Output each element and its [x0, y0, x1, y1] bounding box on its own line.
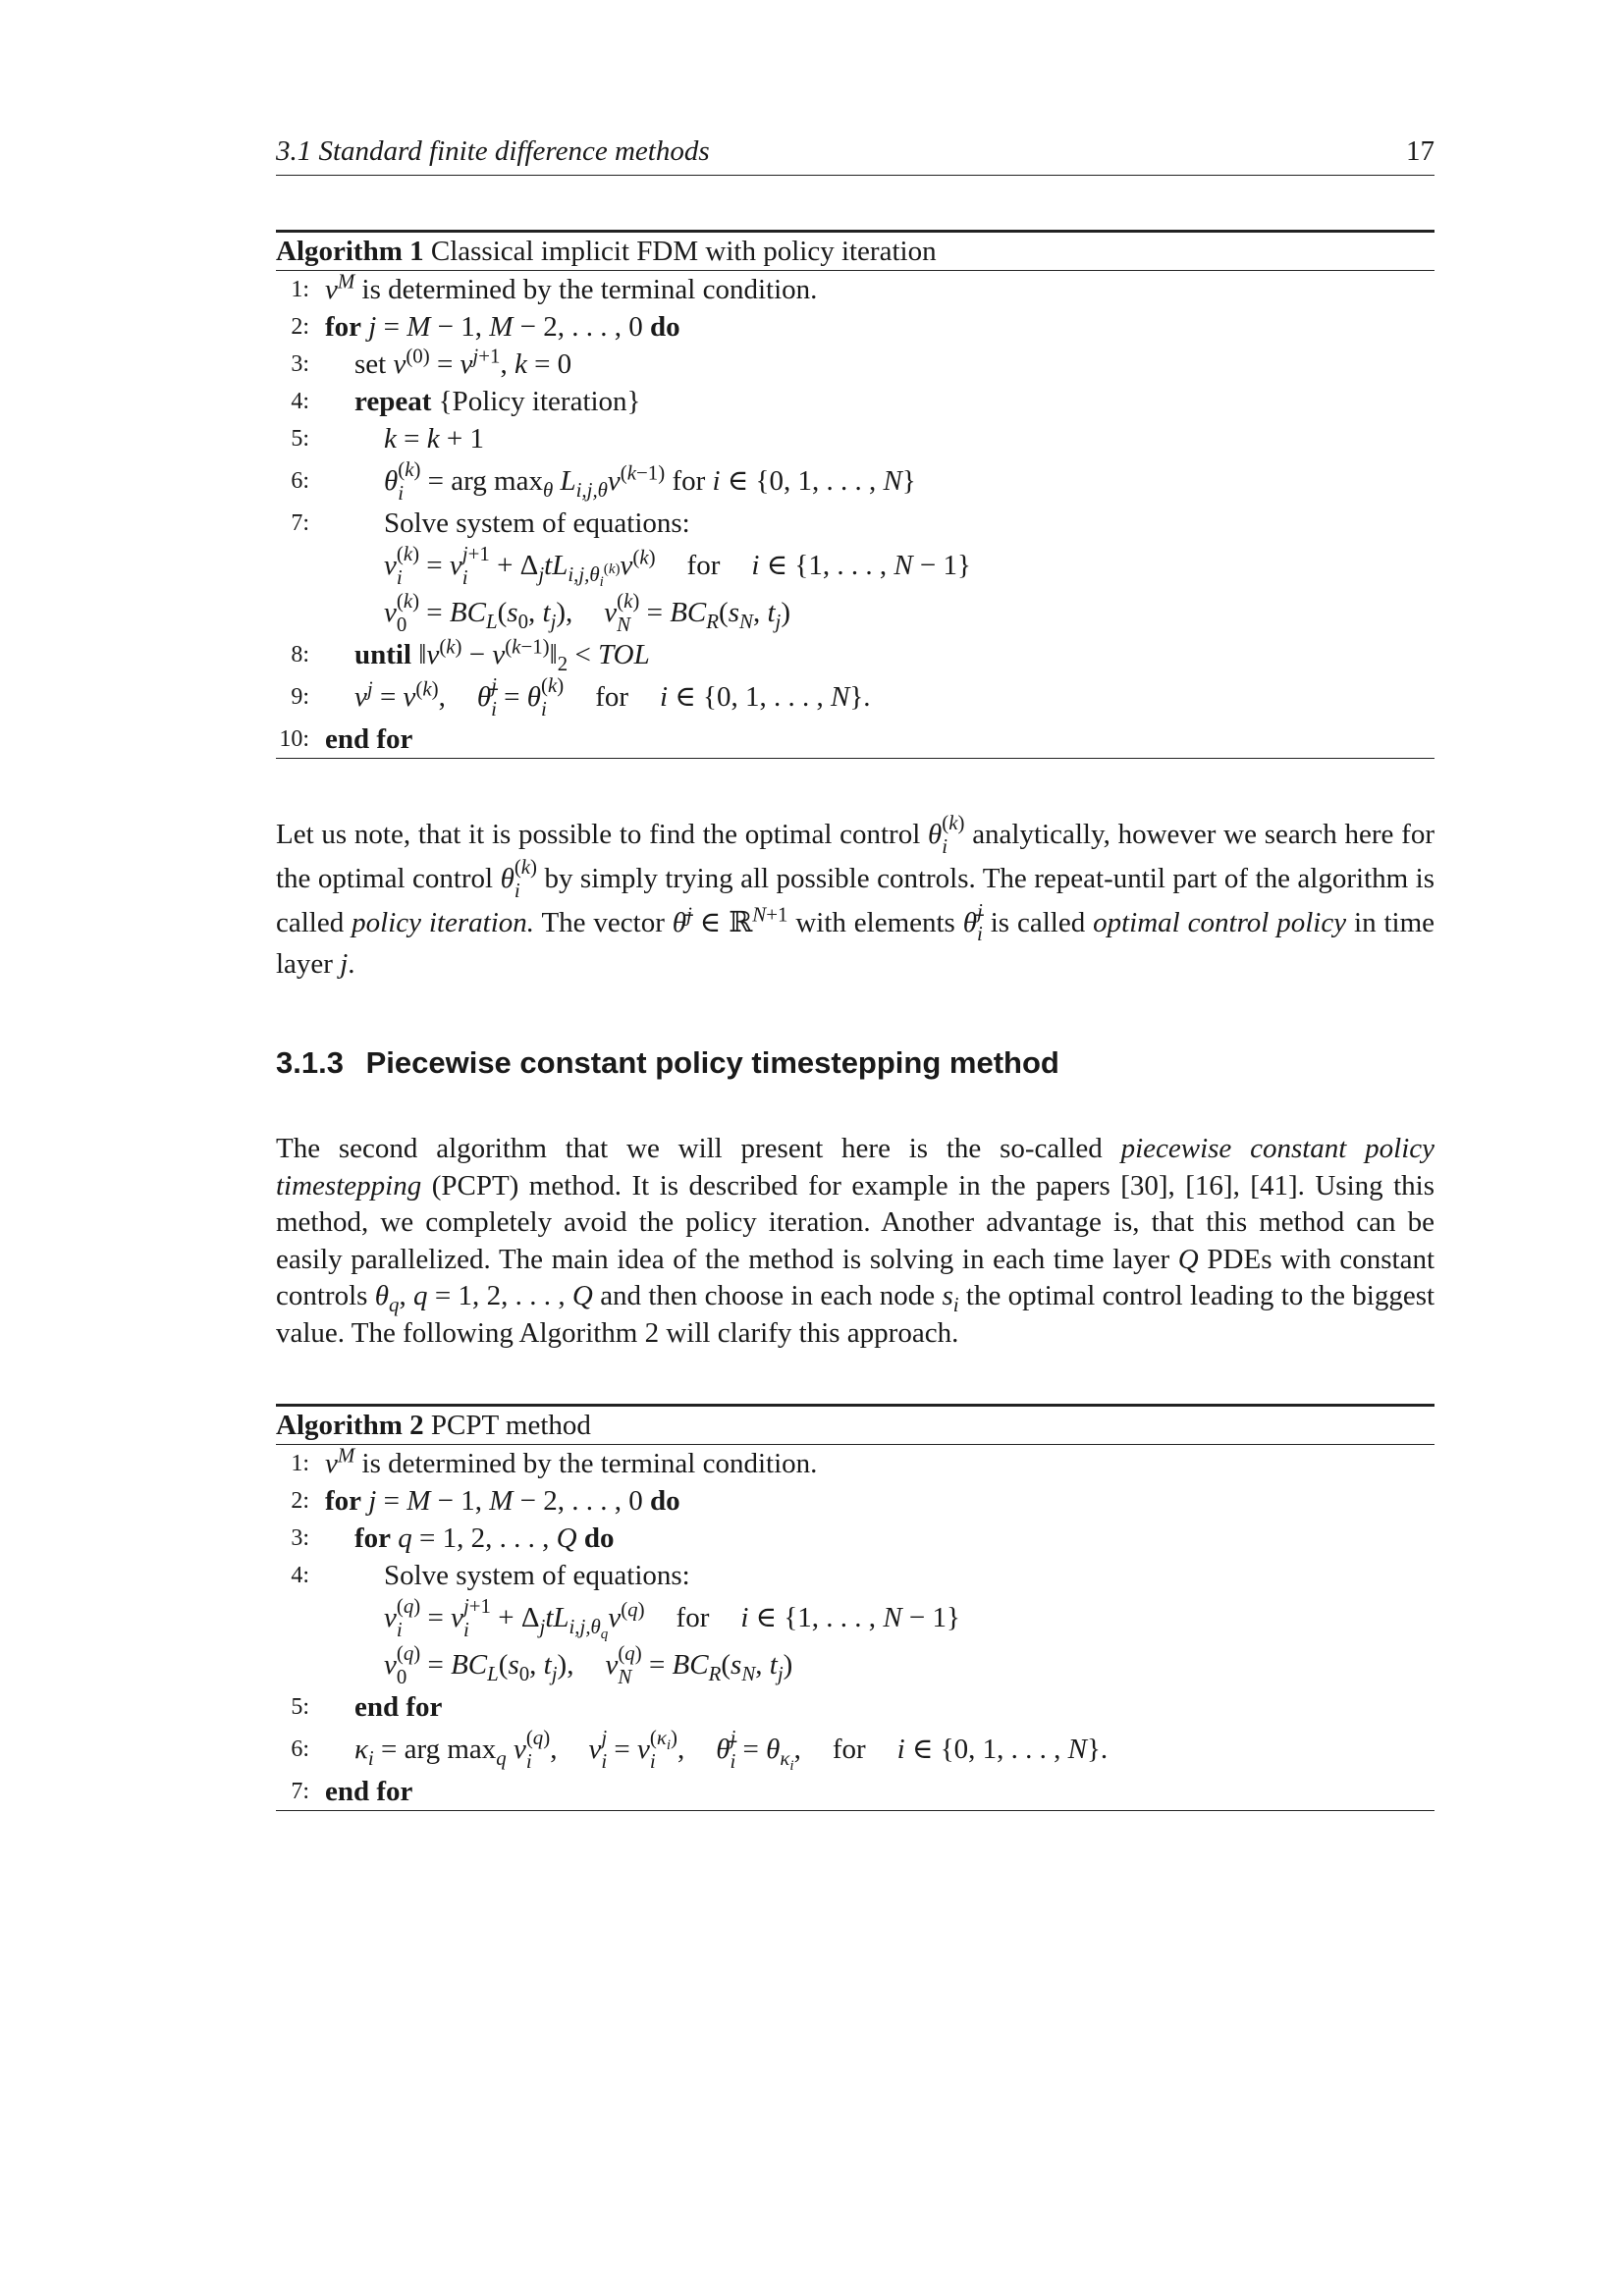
section-heading [276, 1045, 1059, 1081]
algo2-line-3: 3: for q = 1, 2, . . . , Q do [276, 1520, 1435, 1557]
algo2-line-5 [276, 1688, 1435, 1726]
keyword-do: do [650, 1485, 680, 1517]
algo1-line-5: 5: k = k + 1 [276, 420, 1435, 457]
for-text: for [672, 465, 706, 497]
algo2-line-1: 1: $v^M$ is determined by the terminal condition. [276, 1445, 1435, 1482]
keyword-for: for [325, 1485, 362, 1517]
algorithm-1-label: Algorithm 1 [276, 236, 424, 267]
paragraph-1: Let us note, that it is possible to find the optimal control θ (k) i analytically, however we search here for the optimal control θ (k) i by simply trying all possible controls. The repeat-until part of the algorithm is called policy iteration. The vector θ̄$^j$ ∈ ℝ$^{N+1}$ with elements θ̄ j i is called optimal control policy in time layer j. [276, 811, 1435, 981]
algorithm-1-caption [276, 233, 1435, 271]
keyword-end-for: end for [325, 1776, 413, 1807]
paragraph-2-text: and then choose in each node [600, 1280, 936, 1312]
algo2-line-7 [276, 1773, 1435, 1810]
section-number: 3.1.3 [276, 1045, 344, 1080]
for-text: for [686, 550, 721, 581]
paragraph-2-text: PDEs with constant controls [276, 1243, 1435, 1312]
algo2-line-4-eq2: v (q) 0 = $BC_L(s_0$, $t_j$), v (q) N = $BC_R(s_N$, $t_j$) [384, 1640, 793, 1688]
algorithm-2-caption [276, 1407, 1435, 1445]
algo2-line-4-eq1: v (q) i = v j+1 i + $\Delta_jtL_{i,j,\theta_q}v^{(q)}$ for i ∈ {1, . . . , N − 1} [384, 1593, 960, 1642]
line-number: 3: [291, 351, 309, 377]
line-number: 5: [291, 426, 309, 452]
algo2-line-2: 2: for j = M − 1, M − 2, . . . , 0 do [276, 1482, 1435, 1520]
keyword-end-for: end for [354, 1691, 443, 1723]
algorithm-1-title: Classical implicit FDM with policy iteration [430, 236, 937, 267]
algo1-line-2: 2: for j = M − 1, M − 2, . . . , 0 do [276, 308, 1435, 346]
line-number: 7: [291, 1779, 309, 1804]
algorithm-2-label: Algorithm 2 [276, 1410, 424, 1441]
page-number: 17 [1406, 135, 1435, 167]
paragraph-1-text: is called [990, 906, 1086, 938]
running-header [276, 135, 1435, 176]
paragraph-2-text: The second algorithm that we will present here is the so-called [276, 1133, 1103, 1164]
keyword-for: for [354, 1522, 392, 1554]
algorithm-1 [276, 230, 1435, 759]
header-title: 3.1 Standard finite difference methods [276, 135, 710, 167]
keyword-do: do [583, 1522, 615, 1554]
algo1-line-7 [276, 505, 1435, 542]
algo1-line-3: 3: set $v^{(0)} = v^{j+1}$, k = 0 [276, 346, 1435, 383]
paragraph-1-text: by simply trying all possible controls. The repeat-until part of the algorithm is called [276, 862, 1435, 938]
line-number: 2: [291, 1488, 309, 1514]
algo1-line-10 [276, 721, 1435, 758]
algo1-line-7-eq2: v (k) 0 = $BC_L(s_0$, $t_j$), v (k) N = $BC_R(s_N$, $t_j$) [384, 588, 790, 636]
line-number: 10: [279, 726, 309, 752]
for-text: for [595, 681, 629, 713]
line-number: 4: [291, 1563, 309, 1588]
paragraph-1-text: in time layer [276, 906, 1435, 981]
paragraph-2: The second algorithm that we will present here is the so-called piecewise constant policy timestepping (PCPT) method. It is described for example in the papers [30], [16], [41]. Using this method, we completely avoid the policy iteration. Another advantage is, that this method can be easily parallelized. The main idea of the method is solving in each time layer Q PDEs with constant controls $\theta_q$, q = 1, 2, . . . , Q and then choose in each node $s_i$ the optimal control leading to the biggest value. The following Algorithm 2 will clarify this approach. [276, 1133, 1435, 1349]
line-number: 1: [291, 277, 309, 302]
line-number: 6: [291, 468, 309, 494]
keyword-repeat: repeat [354, 386, 432, 417]
algo1-line-4 [276, 383, 1435, 420]
for-text: for [832, 1734, 866, 1765]
line-number: 8: [291, 642, 309, 667]
paragraph-2-text: the optimal control leading to the biggest value. The following Algorithm 2 will clarify this approach. [276, 1280, 1435, 1349]
term-policy-iteration: policy iteration. [352, 906, 535, 938]
line-number: 9: [291, 684, 309, 710]
for-text: for [676, 1602, 710, 1633]
line-number: 7: [291, 510, 309, 536]
line-number: 6: [291, 1736, 309, 1762]
paragraph-1-text: Let us note, that it is possible to find the optimal control [276, 819, 921, 851]
algorithm-2-title: PCPT method [430, 1410, 591, 1441]
keyword-for: for [325, 311, 362, 343]
paragraph-2-text: (PCPT) method. It is described for example in the papers [30], [16], [41]. Using this method, we completely avoid the policy iteration. Another advantage is, that this method can be easily parallelized. The main idea of the method is solving in each time layer [276, 1169, 1435, 1275]
algo1-line-7-eq1: v (k) i = v j+1 i + $\Delta_jtL_{i,j,\theta_i^{(k)}}v^{(k)}$ for i ∈ {1, . . . , N − 1} [384, 541, 971, 590]
terminal-text: is determined by the terminal condition. [361, 1448, 818, 1479]
algorithm-2 [276, 1404, 1435, 1811]
term-pcpt: piecewise constant policy timestepping [276, 1133, 1435, 1201]
line-number: 2: [291, 314, 309, 340]
algo2-line-4 [276, 1557, 1435, 1594]
line-number: 1: [291, 1451, 309, 1476]
algo1-line-6: 6: θ (k) i = arg $\max_\theta L_{i,j,\theta}v^{(k-1)}$ for i ∈ {0, 1, . . . , N} [276, 457, 1435, 505]
paragraph-1-text: analytically, however we search here for the optimal control [276, 819, 1435, 894]
keyword-end-for: end for [325, 723, 413, 755]
line-number: 3: [291, 1525, 309, 1551]
algo1-line-8: 8: until $‖v^{(k)}$ − $v^{(k-1)}‖_2$ < TOL [276, 636, 1435, 673]
set-text: set [354, 348, 387, 380]
line-number: 4: [291, 389, 309, 414]
solve-text: Solve system of equations: [384, 507, 690, 539]
algo1-line-9: 9: $v^j = v^{(k)}$, θ̄ j i = θ (k) i for i ∈ {0, 1, . . . , N}. [276, 673, 1435, 721]
policy-comment: {Policy iteration} [438, 386, 641, 417]
paragraph-1-text: The vector [541, 906, 665, 938]
solve-text: Solve system of equations: [384, 1560, 690, 1591]
keyword-until: until [354, 639, 412, 670]
section-title: Piecewise constant policy timestepping method [365, 1045, 1059, 1080]
paragraph-1-text: with elements [795, 906, 955, 938]
algo1-line-1: 1: $v^M$ is determined by the terminal condition. [276, 271, 1435, 308]
terminal-text: is determined by the terminal condition. [361, 274, 818, 305]
algo2-line-6: 6: $\kappa_i$ = arg $\max_q v$ (q) i , v j i = v $(\kappa_i)$ i , θ̄ j i = $\theta_{\kappa_i}$, for i ∈ {0, 1, . . . , N}. [276, 1726, 1435, 1773]
term-optimal-control-policy: optimal control policy [1093, 906, 1347, 938]
line-number: 5: [291, 1694, 309, 1720]
keyword-do: do [650, 311, 680, 343]
